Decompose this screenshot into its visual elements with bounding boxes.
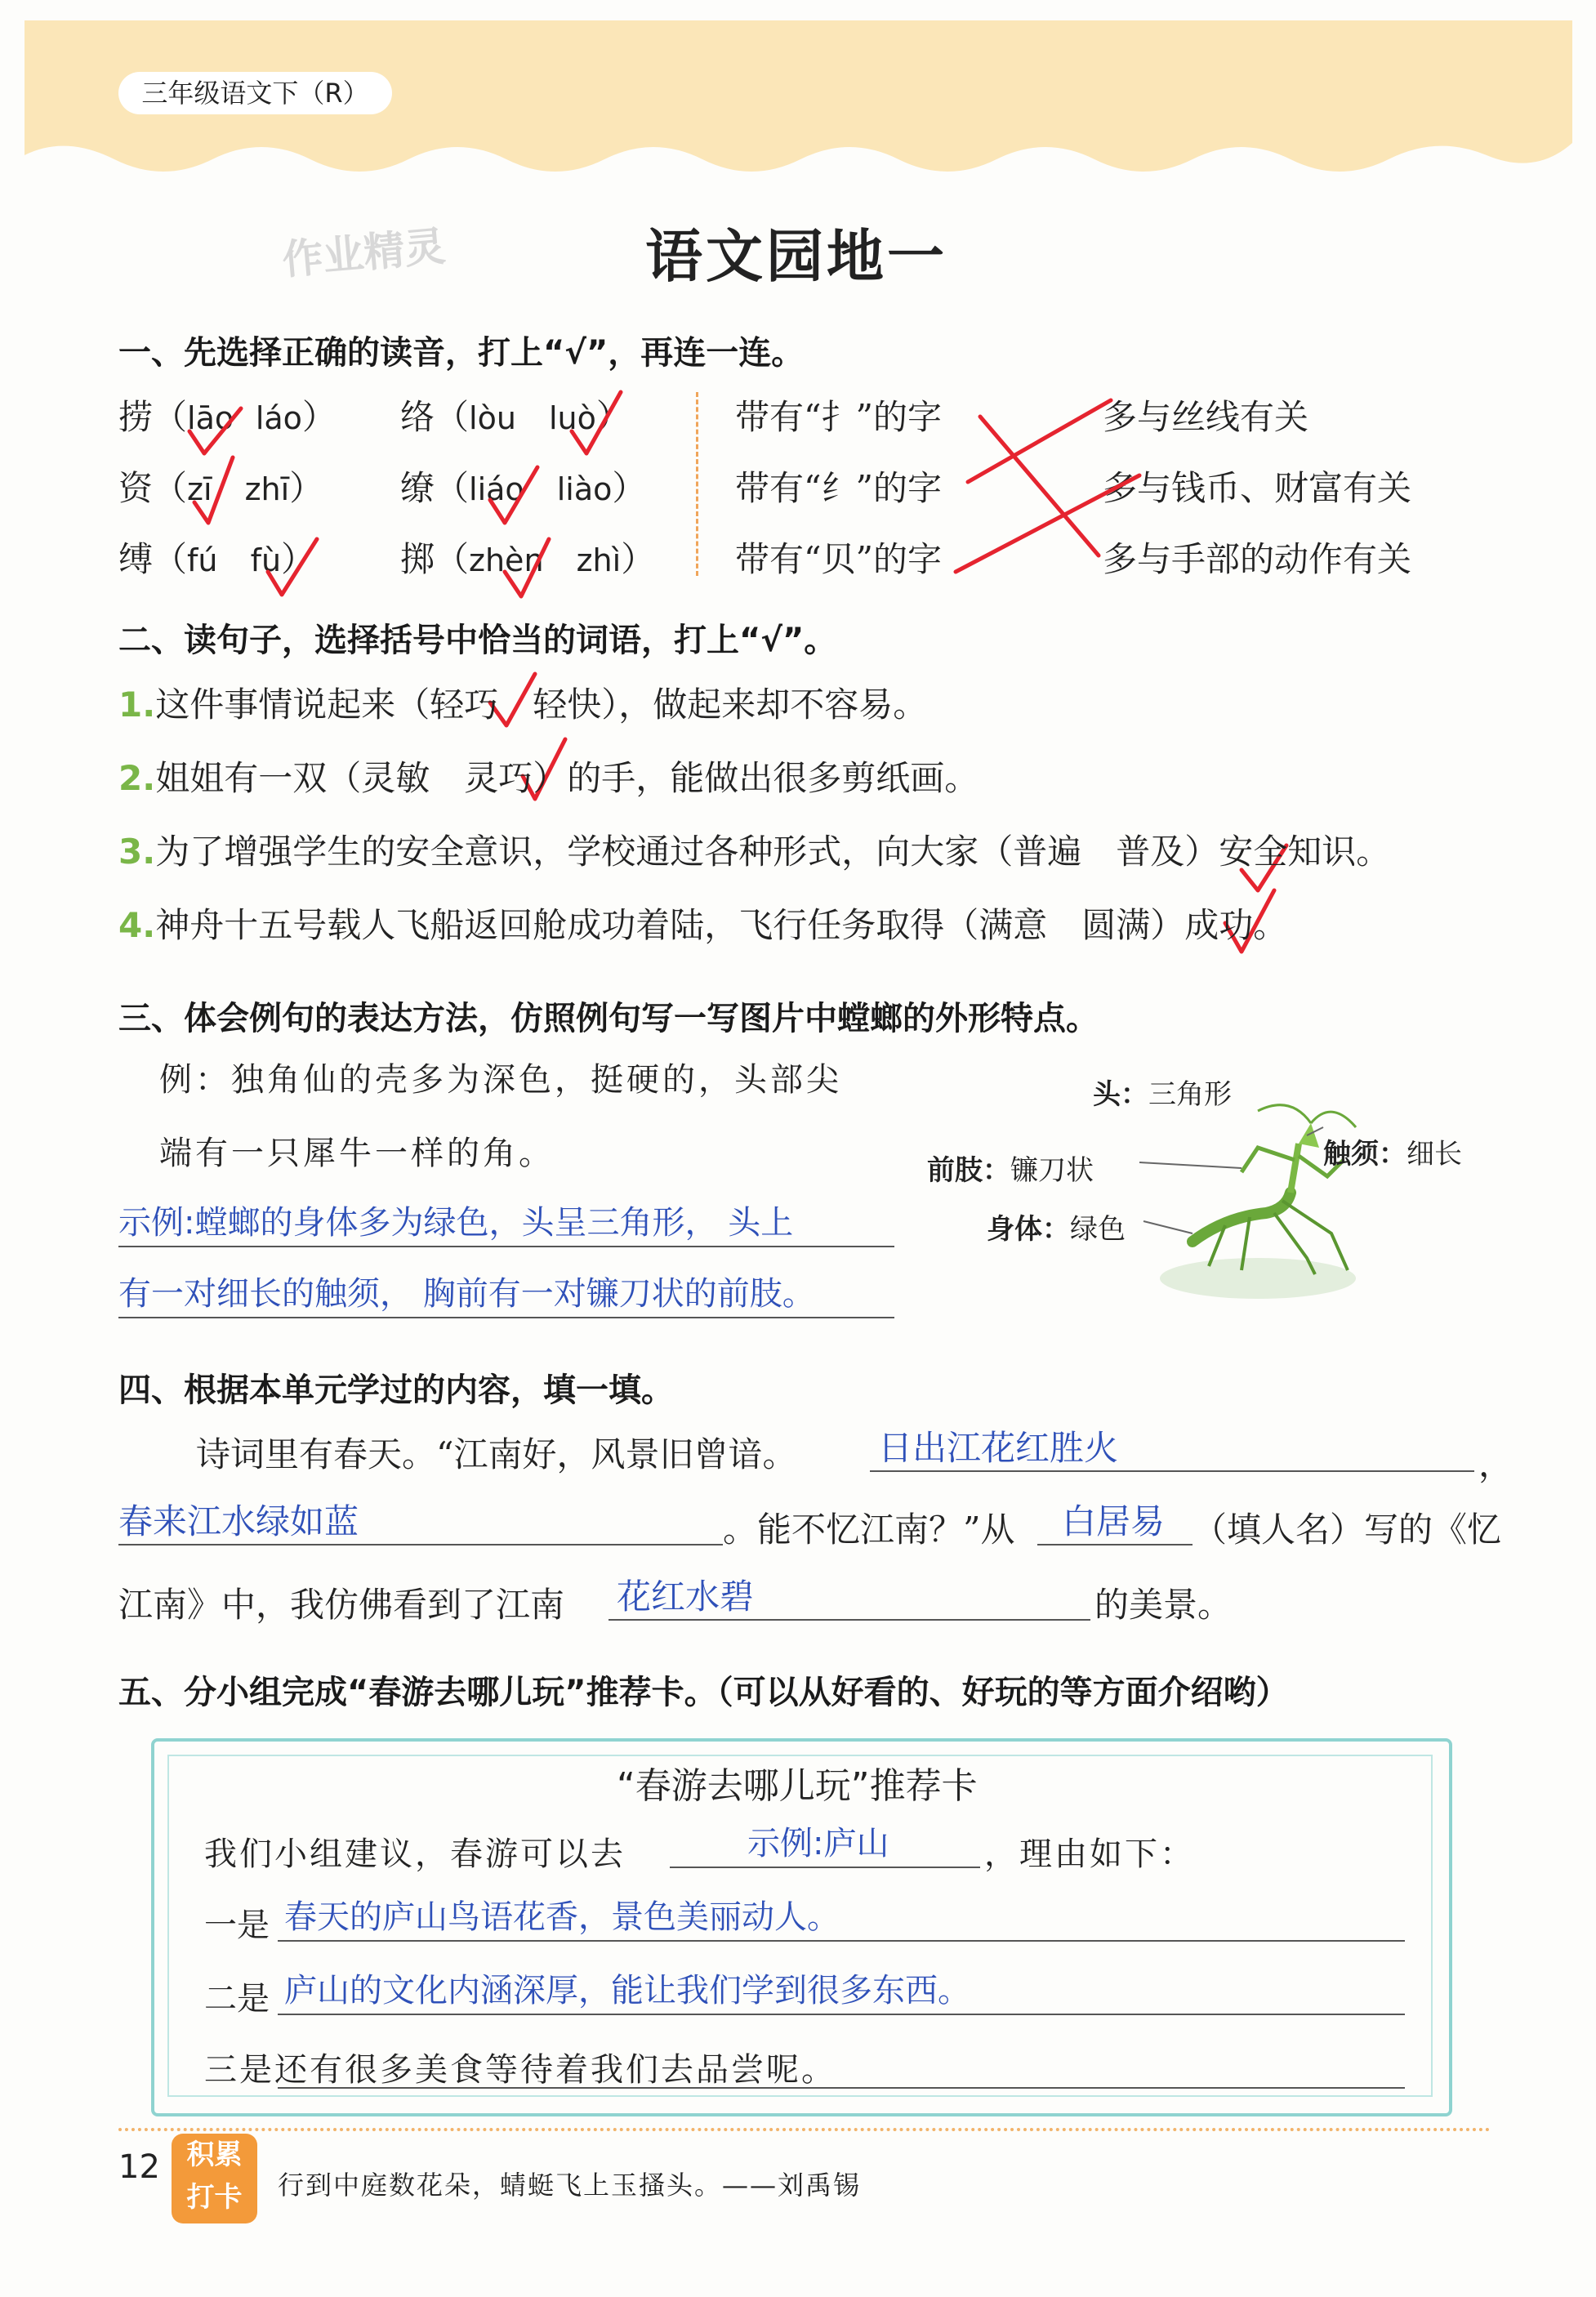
fill-answer: 春来江水绿如蓝: [118, 1501, 359, 1541]
card-title: “春游去哪儿玩”推荐卡: [617, 1765, 978, 1807]
footer-dotted-line: [118, 2128, 1491, 2131]
pinyin-item: 资（zī zhī）: [118, 468, 324, 508]
fill-text: 诗词里有春天。“江南好，风景旧曾谙。: [196, 1434, 797, 1474]
card-text: 我们小组建议，春游可以去: [204, 1835, 626, 1873]
card-text: ，理由如下：: [984, 1835, 1195, 1873]
reason-label: 一是: [204, 1907, 270, 1944]
fill-answer: 花红水碧: [617, 1577, 755, 1617]
left-item: 带有“贝”的字: [735, 539, 942, 579]
mantis-label-head: 头：三角形: [1093, 1078, 1232, 1111]
answer-line: 示例:螳螂的身体多为绿色，头呈三角形， 头上: [118, 1204, 794, 1242]
section3-heading: 三、体会例句的表达方法，仿照例句写一写图片中螳螂的外形特点。: [118, 1000, 1099, 1037]
sentence-item: 1.这件事情说起来（轻巧 轻快），做起来却不容易。: [118, 685, 928, 725]
answer-line: 有一对细长的触须， 胸前有一对镰刀状的前肢。: [118, 1275, 815, 1313]
left-item: 带有“扌”的字: [735, 397, 942, 437]
reason-text: 三是还有很多美食等待着我们去品尝呢。: [204, 2051, 836, 2089]
pinyin-item: 缭（liáo liào）: [400, 468, 647, 508]
reason-answer: 春天的庐山鸟语花香，景色美丽动人。: [284, 1898, 840, 1936]
left-item: 带有“纟”的字: [735, 468, 942, 508]
page-title: 语文园地一: [645, 222, 947, 290]
section1-heading: 一、先选择正确的读音，打上“√”，再连一连。: [118, 334, 805, 372]
mantis-label-body: 身体：绿色: [987, 1213, 1126, 1246]
right-item: 多与丝线有关: [1103, 397, 1309, 437]
pinyin-item: 缚（fú fù）: [118, 539, 316, 579]
section4-heading: 四、根据本单元学过的内容，填一填。: [118, 1372, 674, 1409]
fill-answer: 日出江花红胜火: [878, 1428, 1119, 1468]
right-item: 多与钱币、财富有关: [1103, 468, 1412, 508]
footer-quote: 行到中庭数花朵，蜻蜓飞上玉搔头。——刘禹锡: [278, 2170, 862, 2201]
watermark: 作业精灵: [280, 222, 448, 284]
badge: 积累 打卡: [172, 2134, 257, 2223]
pinyin-item: 掷（zhèn zhì）: [400, 539, 656, 579]
reason-answer: 庐山的文化内涵深厚，能让我们学到很多东西。: [284, 1972, 970, 2009]
mantis-label-legs: 前肢：镰刀状: [927, 1154, 1094, 1187]
example-line: 例：独角仙的壳多为深色，挺硬的，头部尖: [159, 1061, 842, 1099]
sentence-item: 4.神舟十五号载人飞船返回舱成功着陆，飞行任务取得（满意 圆满）成功。: [118, 905, 1288, 945]
pinyin-item: 络（lòu luò）: [400, 397, 631, 437]
fill-text: 。能不忆江南？”从: [723, 1510, 1015, 1550]
right-item: 多与手部的动作有关: [1103, 539, 1412, 579]
reason-label: 二是: [204, 1980, 270, 2018]
example-line: 端有一只犀牛一样的角。: [159, 1135, 555, 1172]
mantis-label-antennae: 触须：细长: [1323, 1138, 1462, 1171]
fill-text: 的美景。: [1094, 1585, 1233, 1625]
grade-label: 三年级语文下（R）: [118, 72, 392, 114]
pinyin-item: 捞（lāo láo）: [118, 397, 337, 437]
fill-text: （填人名）写的《忆: [1193, 1510, 1502, 1550]
section2-heading: 二、读句子，选择括号中恰当的词语，打上“√”。: [118, 622, 837, 659]
card-answer: 示例:庐山: [747, 1825, 889, 1862]
sentence-item: 3.为了增强学生的安全意识，学校通过各种形式，向大家（普遍 普及）安全知识。: [118, 832, 1391, 872]
sentence-item: 2.姐姐有一双（灵敏 灵巧）的手，能做出很多剪纸画。: [118, 758, 979, 798]
fill-answer: 白居易: [1062, 1501, 1166, 1541]
section5-heading: 五、分小组完成“春游去哪儿玩”推荐卡。（可以从好看的、好玩的等方面介绍哟）: [118, 1674, 1289, 1711]
page-number: 12: [118, 2148, 160, 2186]
fill-text: 江南》中，我仿佛看到了江南: [118, 1585, 565, 1625]
